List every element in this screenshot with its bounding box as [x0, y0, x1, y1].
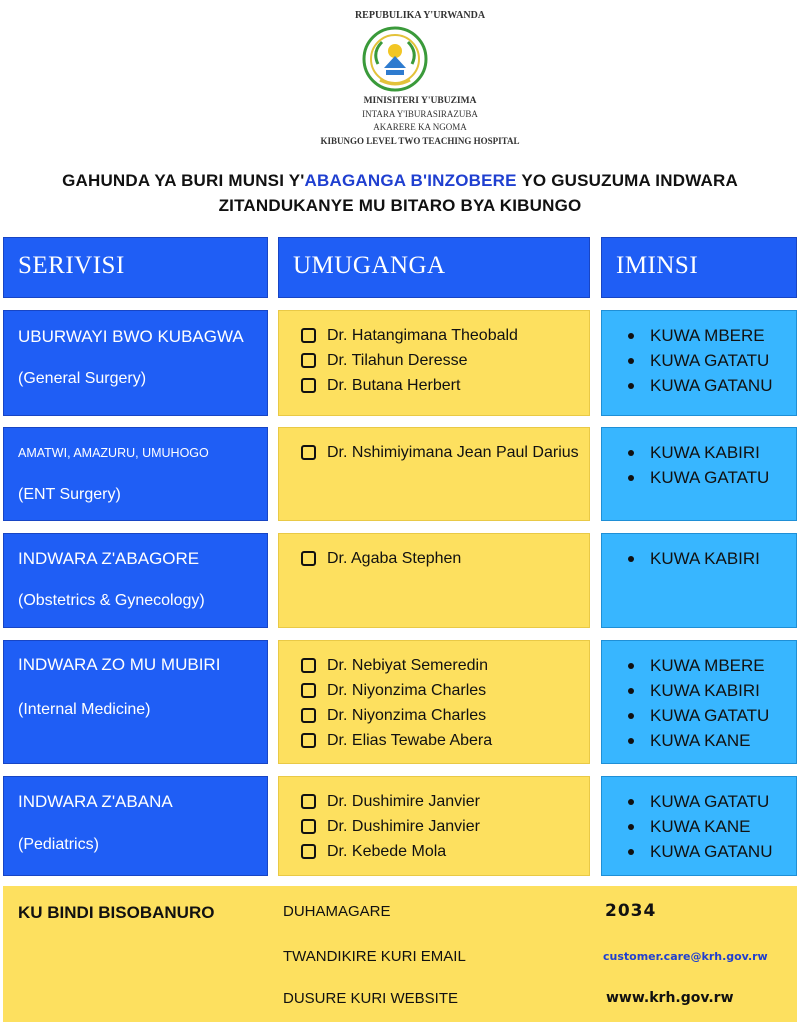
service-cell-internal-medicine — [3, 640, 268, 764]
doctor-item — [301, 373, 518, 398]
bullet-icon — [628, 663, 634, 669]
day-label: KUWA KABIRI — [650, 548, 760, 568]
page-title-line-2: ZITANDUKANYE MU BITARO BYA KIBUNGO — [218, 196, 582, 215]
day-label: KUWA GATATU — [650, 467, 770, 487]
doctor-item — [301, 814, 480, 839]
doctor-item — [301, 678, 492, 703]
service-english-name: (ENT Surgery) — [18, 486, 121, 503]
day-item — [628, 789, 772, 814]
service-cell-general-surgery — [3, 310, 268, 416]
doctor-cell-pediatrics — [278, 776, 590, 876]
bullet-icon — [628, 849, 634, 855]
title-highlight: ABAGANGA B'INZOBERE — [304, 171, 517, 190]
checkbox-icon[interactable] — [301, 794, 316, 809]
title-part-a: GAHUNDA YA BURI MUNSI Y' — [62, 171, 305, 190]
day-item — [628, 546, 760, 571]
website-link[interactable]: www.krh.gov.rw — [606, 990, 734, 1006]
email-link[interactable]: customer.care@krh.gov.rw — [603, 950, 768, 963]
column-header-days-label: IMINSI — [616, 252, 699, 279]
doctor-name: Dr. Elias Tewabe Abera — [327, 731, 493, 749]
bullet-icon — [628, 333, 634, 339]
days-cell-pediatrics — [601, 776, 797, 876]
bullet-icon — [628, 556, 634, 562]
district-name: AKARERE KA NGOMA — [373, 122, 467, 132]
national-seal-icon — [360, 24, 430, 94]
day-item — [628, 465, 769, 490]
province-name: INTARA Y'IBURASIRAZUBA — [362, 109, 478, 119]
day-item — [628, 678, 769, 703]
column-header-service — [3, 237, 268, 298]
doctor-name: Dr. Agaba Stephen — [327, 549, 462, 567]
doctor-item — [301, 653, 492, 678]
column-header-doctor — [278, 237, 590, 298]
website-label: DUSURE KURI WEBSITE — [283, 990, 459, 1007]
bullet-icon — [628, 688, 634, 694]
day-item — [628, 728, 769, 753]
service-name: INDWARA Z'ABANA — [18, 792, 173, 811]
day-item — [628, 703, 769, 728]
checkbox-icon[interactable] — [301, 844, 316, 859]
doctor-name: Dr. Nebiyat Semeredin — [327, 656, 488, 674]
day-item — [628, 839, 772, 864]
doctor-item — [301, 323, 518, 348]
bullet-icon — [628, 383, 634, 389]
day-label: KUWA KANE — [650, 730, 751, 750]
days-cell-general-surgery — [601, 310, 797, 416]
republic-name: REPUBULIKA Y'URWANDA — [354, 10, 486, 21]
column-header-days — [601, 237, 797, 298]
service-name: UBURWAYI BWO KUBAGWA — [18, 327, 244, 346]
day-label: KUWA KANE — [650, 816, 751, 836]
day-label: KUWA GATANU — [650, 841, 773, 861]
service-name: AMATWI, AMAZURU, UMUHOGO — [18, 446, 209, 460]
service-cell-obstetrics-gynecology — [3, 533, 268, 628]
page-title-line-1 — [0, 171, 800, 191]
day-label: KUWA GATATU — [650, 705, 770, 725]
checkbox-icon[interactable] — [301, 819, 316, 834]
checkbox-icon[interactable] — [301, 658, 316, 673]
checkbox-icon[interactable] — [301, 551, 316, 566]
checkbox-icon[interactable] — [301, 378, 316, 393]
days-cell-ent-surgery — [601, 427, 797, 521]
checkbox-icon[interactable] — [301, 328, 316, 343]
doctor-item — [301, 348, 518, 373]
doctor-item — [301, 839, 480, 864]
day-label: KUWA MBERE — [650, 655, 765, 675]
email-label: TWANDIKIRE KURI EMAIL — [283, 948, 466, 965]
ministry-name: MINISITERI Y'UBUZIMA — [363, 96, 477, 106]
doctor-item — [301, 728, 492, 753]
days-cell-internal-medicine — [601, 640, 797, 764]
title-part-b: YO GUSUZUMA INDWARA — [516, 171, 738, 190]
doctor-cell-obstetrics-gynecology — [278, 533, 590, 628]
doctor-name: Dr. Dushimire Janvier — [327, 792, 480, 810]
doctor-item — [301, 546, 461, 571]
doctor-name: Dr. Hatangimana Theobald — [327, 326, 518, 344]
days-cell-obstetrics-gynecology — [601, 533, 797, 628]
bullet-icon — [628, 799, 634, 805]
day-item — [628, 373, 772, 398]
doctor-cell-internal-medicine — [278, 640, 590, 764]
bullet-icon — [628, 824, 634, 830]
checkbox-icon[interactable] — [301, 683, 316, 698]
service-english-name: (General Surgery) — [18, 370, 147, 387]
column-header-doctor-label: UMUGANGA — [293, 252, 446, 279]
bullet-icon — [628, 713, 634, 719]
day-label: KUWA GATATU — [650, 350, 770, 370]
doctor-item — [301, 789, 480, 814]
service-english-name: (Obstetrics & Gynecology) — [18, 592, 205, 609]
day-item — [628, 348, 772, 373]
day-item — [628, 323, 772, 348]
call-label: DUHAMAGARE — [283, 903, 391, 920]
day-item — [628, 653, 769, 678]
checkbox-icon[interactable] — [301, 353, 316, 368]
doctor-name: Dr. Tilahun Deresse — [327, 351, 468, 369]
service-name: INDWARA ZO MU MUBIRI — [18, 655, 221, 674]
day-label: KUWA GATATU — [650, 791, 770, 811]
checkbox-icon[interactable] — [301, 708, 316, 723]
column-header-service-label: SERIVISI — [18, 252, 125, 279]
doctor-cell-general-surgery — [278, 310, 590, 416]
day-item — [628, 440, 769, 465]
day-label: KUWA KABIRI — [650, 442, 760, 462]
doctor-name: Dr. Kebede Mola — [327, 842, 447, 860]
bullet-icon — [628, 738, 634, 744]
phone-number[interactable]: 2034 — [605, 901, 657, 921]
service-cell-pediatrics — [3, 776, 268, 876]
checkbox-icon[interactable] — [301, 733, 316, 748]
day-label: KUWA KABIRI — [650, 680, 760, 700]
day-label: KUWA GATANU — [650, 375, 773, 395]
service-cell-ent-surgery — [3, 427, 268, 521]
doctor-name: Dr. Niyonzima Charles — [327, 681, 487, 699]
doctor-cell-ent-surgery — [278, 427, 590, 521]
doctor-name: Dr. Niyonzima Charles — [327, 706, 487, 724]
day-label: KUWA MBERE — [650, 325, 765, 345]
doctor-name: Dr. Butana Herbert — [327, 376, 461, 394]
contact-footer — [3, 886, 797, 1022]
service-name: INDWARA Z'ABAGORE — [18, 549, 200, 568]
footer-label: KU BINDI BISOBANURO — [18, 903, 215, 922]
service-english-name: (Pediatrics) — [18, 836, 99, 853]
doctor-name: Dr. Nshimiyimana Jean Paul Darius — [327, 443, 579, 461]
bullet-icon — [628, 358, 634, 364]
bullet-icon — [628, 450, 634, 456]
doctor-name: Dr. Dushimire Janvier — [327, 817, 480, 835]
doctor-item — [301, 440, 579, 465]
service-english-name: (Internal Medicine) — [18, 701, 151, 718]
checkbox-icon[interactable] — [301, 445, 316, 460]
day-item — [628, 814, 772, 839]
doctor-item — [301, 703, 492, 728]
bullet-icon — [628, 475, 634, 481]
hospital-name: KIBUNGO LEVEL TWO TEACHING HOSPITAL — [320, 136, 520, 146]
